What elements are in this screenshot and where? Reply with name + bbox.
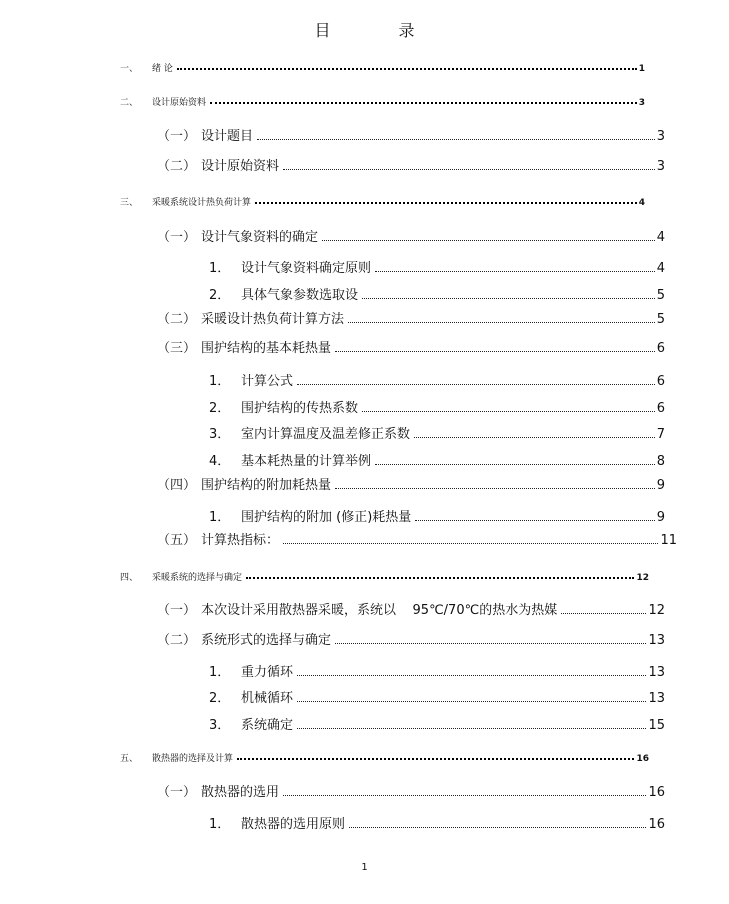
toc-entry-number: 3．	[209, 718, 231, 733]
toc-entry[interactable]	[209, 450, 665, 469]
dot-leader	[322, 240, 655, 241]
toc-entry-text: 设计原始资料	[152, 98, 207, 108]
toc-entry-page: 15	[648, 718, 665, 733]
toc-entry-number: 2．	[209, 288, 231, 303]
toc-entry-page: 13	[648, 691, 665, 706]
toc-entry-page: 4	[638, 198, 645, 208]
toc-entry-page: 3	[656, 129, 665, 144]
toc-entry-number: （四）	[157, 478, 197, 493]
toc-entry-page: 5	[656, 288, 665, 303]
toc-entry-number: 1．	[209, 817, 231, 832]
dot-leader	[297, 701, 646, 702]
toc-entry-text: 散热器的选择及计算	[152, 754, 234, 764]
toc-entry-text: 围护结构的附加 (修正)耗热量	[241, 510, 412, 525]
dot-leader	[283, 169, 655, 170]
toc-entry-page: 9	[656, 510, 665, 525]
toc-entry-text: 围护结构的附加耗热量	[201, 478, 332, 493]
toc-entry-page: 3	[638, 98, 645, 108]
toc-entry-number: （二）	[157, 159, 197, 174]
toc-entry-number: 四、	[120, 573, 139, 583]
toc-entry-text: 设计题目	[201, 129, 254, 144]
dot-leader	[335, 643, 646, 644]
toc-entry-page: 16	[636, 754, 649, 764]
dot-leader	[297, 675, 646, 676]
toc-entry-number: 三、	[120, 198, 139, 208]
toc-entry-number: 1．	[209, 374, 231, 389]
toc-entry-page: 13	[648, 665, 665, 680]
toc-entry-text: 散热器的选用原则	[241, 817, 346, 832]
toc-entry[interactable]	[157, 155, 665, 174]
toc-entry[interactable]	[157, 125, 665, 144]
toc-entry-number: 1．	[209, 665, 231, 680]
toc-entry-text: 采暖设计热负荷计算方法	[201, 312, 345, 327]
dot-leader	[246, 577, 634, 579]
dot-leader	[362, 411, 655, 412]
toc-entry-page: 11	[660, 533, 677, 548]
toc-entry-number: （五）	[157, 533, 197, 548]
toc-entry-number: （一）	[157, 785, 197, 800]
toc-entry-page: 9	[656, 478, 665, 493]
toc-entry[interactable]	[157, 529, 677, 548]
toc-entry-text: 计算公式	[241, 374, 294, 389]
dot-leader	[177, 68, 637, 70]
dot-leader	[362, 298, 655, 299]
dot-leader	[297, 384, 655, 385]
toc-entry-text: 机械循环	[241, 691, 294, 706]
dot-leader	[210, 102, 637, 104]
toc-entry-text: 本次设计采用散热器采暖，系统以 95℃/70℃的热水为热媒	[201, 603, 558, 618]
toc-entry-page: 6	[656, 374, 665, 389]
dot-leader	[375, 271, 655, 272]
toc-entry-page: 8	[656, 454, 665, 469]
dot-leader	[414, 437, 655, 438]
toc-entry-text: 设计气象资料的确定	[201, 230, 319, 245]
toc-entry-number: （一）	[157, 230, 197, 245]
toc-entry[interactable]	[209, 423, 665, 442]
dot-leader	[237, 758, 634, 760]
toc-entry-number: 2．	[209, 691, 231, 706]
dot-leader	[283, 543, 658, 544]
toc-entry-number: （二）	[157, 312, 197, 327]
toc-entry-number: 一、	[120, 64, 139, 74]
toc-entry-page: 7	[656, 427, 665, 442]
toc-entry-page: 16	[648, 817, 665, 832]
toc-entry-text: 系统确定	[241, 718, 294, 733]
toc-entry-page: 12	[648, 603, 665, 618]
toc-entry-text: 采暖系统的选择与确定	[152, 573, 243, 583]
page-number: 1	[361, 862, 368, 873]
toc-entry-text: 采暖系统设计热负荷计算	[152, 198, 252, 208]
toc-entry-number: 五、	[120, 754, 139, 764]
toc-entry[interactable]	[209, 687, 665, 706]
dot-leader	[335, 351, 655, 352]
toc-entry-text: 围护结构的基本耗热量	[201, 341, 332, 356]
toc-entry[interactable]	[120, 61, 645, 74]
toc-entry[interactable]	[157, 781, 665, 800]
toc-entry[interactable]	[157, 226, 665, 245]
toc-entry[interactable]	[157, 308, 665, 327]
toc-entry-text: 计算热指标：	[201, 533, 280, 548]
toc-entry-number: （三）	[157, 341, 197, 356]
dot-leader	[348, 322, 655, 323]
toc-entry-text: 系统形式的选择与确定	[201, 633, 332, 648]
toc-entry-text: 绪 论	[152, 64, 173, 74]
toc-entry[interactable]	[209, 813, 665, 832]
toc-entry[interactable]	[209, 661, 665, 680]
toc-entry[interactable]	[157, 599, 665, 618]
dot-leader	[255, 202, 637, 204]
dot-leader	[561, 613, 646, 614]
toc-entry-number: 3．	[209, 427, 231, 442]
toc-entry-number: （一）	[157, 603, 197, 618]
toc-entry-page: 4	[656, 230, 665, 245]
toc-entry[interactable]	[157, 474, 665, 493]
toc-entry[interactable]	[120, 195, 645, 208]
toc-entry[interactable]	[209, 714, 665, 733]
toc-entry-text: 具体气象参数选取设	[241, 288, 359, 303]
toc-entry-number: 2．	[209, 401, 231, 416]
toc-entry[interactable]	[120, 751, 649, 764]
toc-entry-page: 3	[656, 159, 665, 174]
toc-entry-page: 5	[656, 312, 665, 327]
toc-entry-text: 室内计算温度及温差修正系数	[241, 427, 411, 442]
toc-entry-text: 基本耗热量的计算举例	[241, 454, 372, 469]
toc-entry-number: 1．	[209, 261, 231, 276]
dot-leader	[375, 464, 655, 465]
dot-leader	[415, 520, 654, 521]
toc-entry-page: 1	[638, 64, 645, 74]
toc-entry[interactable]	[157, 629, 665, 648]
toc-entry-page: 4	[656, 261, 665, 276]
toc-entry-number: 1．	[209, 510, 231, 525]
dot-leader	[257, 139, 655, 140]
toc-entry-number: （一）	[157, 129, 197, 144]
toc-entry-page: 13	[648, 633, 665, 648]
dot-leader	[283, 795, 646, 796]
dot-leader	[349, 827, 646, 828]
toc-entry-text: 设计气象资料确定原则	[241, 261, 372, 276]
dot-leader	[335, 488, 655, 489]
toc-entry[interactable]	[209, 284, 665, 303]
toc-entry[interactable]	[120, 95, 645, 108]
page-title: 目 录	[314, 21, 441, 40]
toc-entry-page: 16	[648, 785, 665, 800]
toc-entry[interactable]	[209, 257, 665, 276]
toc-entry-text: 围护结构的传热系数	[241, 401, 359, 416]
toc-entry[interactable]	[209, 370, 665, 389]
toc-entry-text: 设计原始资料	[201, 159, 280, 174]
toc-entry-page: 6	[656, 401, 665, 416]
toc-entry[interactable]	[209, 397, 665, 416]
toc-entry-number: 4．	[209, 454, 231, 469]
toc-entry-text: 散热器的选用	[201, 785, 280, 800]
toc-entry[interactable]	[120, 570, 649, 583]
toc-entry-text: 重力循环	[241, 665, 294, 680]
dot-leader	[297, 728, 646, 729]
toc-entry-number: （二）	[157, 633, 197, 648]
toc-entry[interactable]	[157, 337, 665, 356]
toc-entry[interactable]	[209, 506, 665, 525]
toc-entry-page: 12	[636, 573, 649, 583]
toc-entry-page: 6	[656, 341, 665, 356]
toc-entry-number: 二、	[120, 98, 139, 108]
